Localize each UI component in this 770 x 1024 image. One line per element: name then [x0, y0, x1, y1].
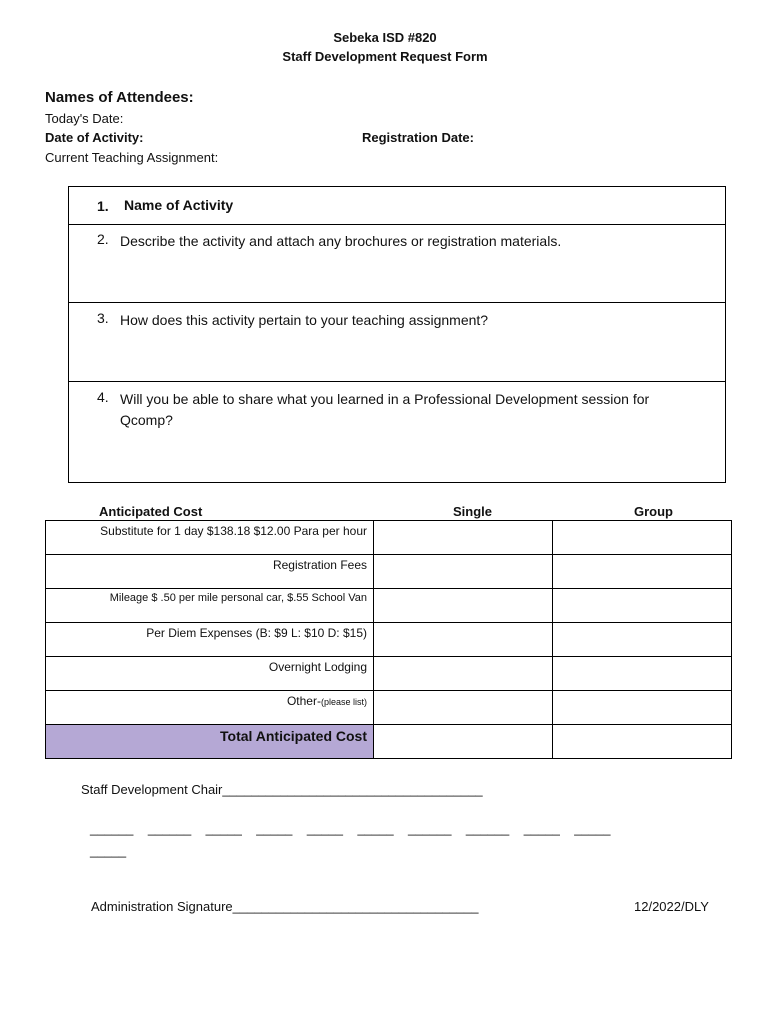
other-label: Other- — [286, 694, 321, 708]
question-text: Describe the activity and attach any brochures or registration materials. — [120, 233, 562, 249]
question-row-1[interactable] — [69, 187, 725, 225]
single-cost-cell[interactable] — [374, 691, 553, 725]
table-row — [46, 623, 732, 657]
question-number: 3. — [97, 310, 109, 326]
single-cost-cell[interactable] — [374, 521, 553, 555]
question-text: Will you be able to share what you learned in a Professional Development session for Qcomp? — [120, 391, 650, 428]
single-cost-cell[interactable] — [374, 657, 553, 691]
cost-description: Per Diem Expenses (B: $9 L: $10 D: $15) — [46, 623, 374, 657]
question-text: Name of Activity — [124, 197, 234, 213]
group-cost-cell[interactable] — [553, 521, 732, 555]
form-title: Staff Development Request Form — [282, 49, 488, 64]
total-anticipated-cost-label: Total Anticipated Cost — [46, 725, 374, 759]
group-cost-cell[interactable] — [553, 589, 732, 623]
other-note: (please list) — [320, 697, 367, 707]
teaching-assignment-label: Current Teaching Assignment: — [45, 150, 219, 165]
table-row — [46, 691, 732, 725]
single-cost-cell[interactable] — [374, 555, 553, 589]
group-cost-cell[interactable] — [553, 657, 732, 691]
cost-description — [46, 691, 374, 725]
date-of-activity-label: Date of Activity: — [45, 130, 144, 145]
single-total-cell[interactable] — [374, 725, 553, 759]
district-title: Sebeka ISD #820 — [333, 30, 437, 45]
group-cost-cell[interactable] — [553, 691, 732, 725]
single-cost-cell[interactable] — [374, 623, 553, 657]
single-column-header: Single — [453, 504, 493, 519]
question-row-3[interactable] — [69, 303, 725, 382]
total-row — [46, 725, 732, 759]
blank-lines-row-1[interactable]: ______ ______ _____ _____ _____ _____ ______ ______ _____ _____ — [90, 821, 611, 836]
cost-description: Mileage $ .50 per mile personal car, $.55 School Van — [46, 589, 374, 623]
group-cost-cell[interactable] — [553, 623, 732, 657]
table-row — [46, 657, 732, 691]
question-text: How does this activity pertain to your teaching assignment? — [120, 312, 489, 328]
revision-code: 12/2022/DLY — [634, 899, 709, 914]
administration-signature-line[interactable]: Administration Signature__________________________________ — [91, 899, 479, 914]
names-of-attendees-label: Names of Attendees: — [45, 89, 194, 106]
question-number: 1. — [97, 198, 109, 214]
anticipated-cost-header: Anticipated Cost — [99, 504, 203, 519]
cost-table — [45, 520, 732, 759]
question-number: 4. — [97, 389, 109, 405]
question-row-4[interactable] — [69, 382, 725, 482]
staff-development-chair-line[interactable]: Staff Development Chair____________________________________ — [81, 782, 483, 797]
todays-date-label: Today's Date: — [45, 111, 124, 126]
question-number: 2. — [97, 231, 109, 247]
questions-box — [68, 186, 726, 483]
blank-lines-row-2[interactable]: _____ — [90, 843, 127, 858]
table-row — [46, 555, 732, 589]
cost-description: Registration Fees — [46, 555, 374, 589]
table-row — [46, 521, 732, 555]
group-total-cell[interactable] — [553, 725, 732, 759]
single-cost-cell[interactable] — [374, 589, 553, 623]
table-row — [46, 589, 732, 623]
group-cost-cell[interactable] — [553, 555, 732, 589]
cost-description: Substitute for 1 day $138.18 $12.00 Para per hour — [46, 521, 374, 555]
cost-description: Overnight Lodging — [46, 657, 374, 691]
question-row-2[interactable] — [69, 224, 725, 303]
group-column-header: Group — [634, 504, 673, 519]
registration-date-label: Registration Date: — [362, 130, 474, 145]
